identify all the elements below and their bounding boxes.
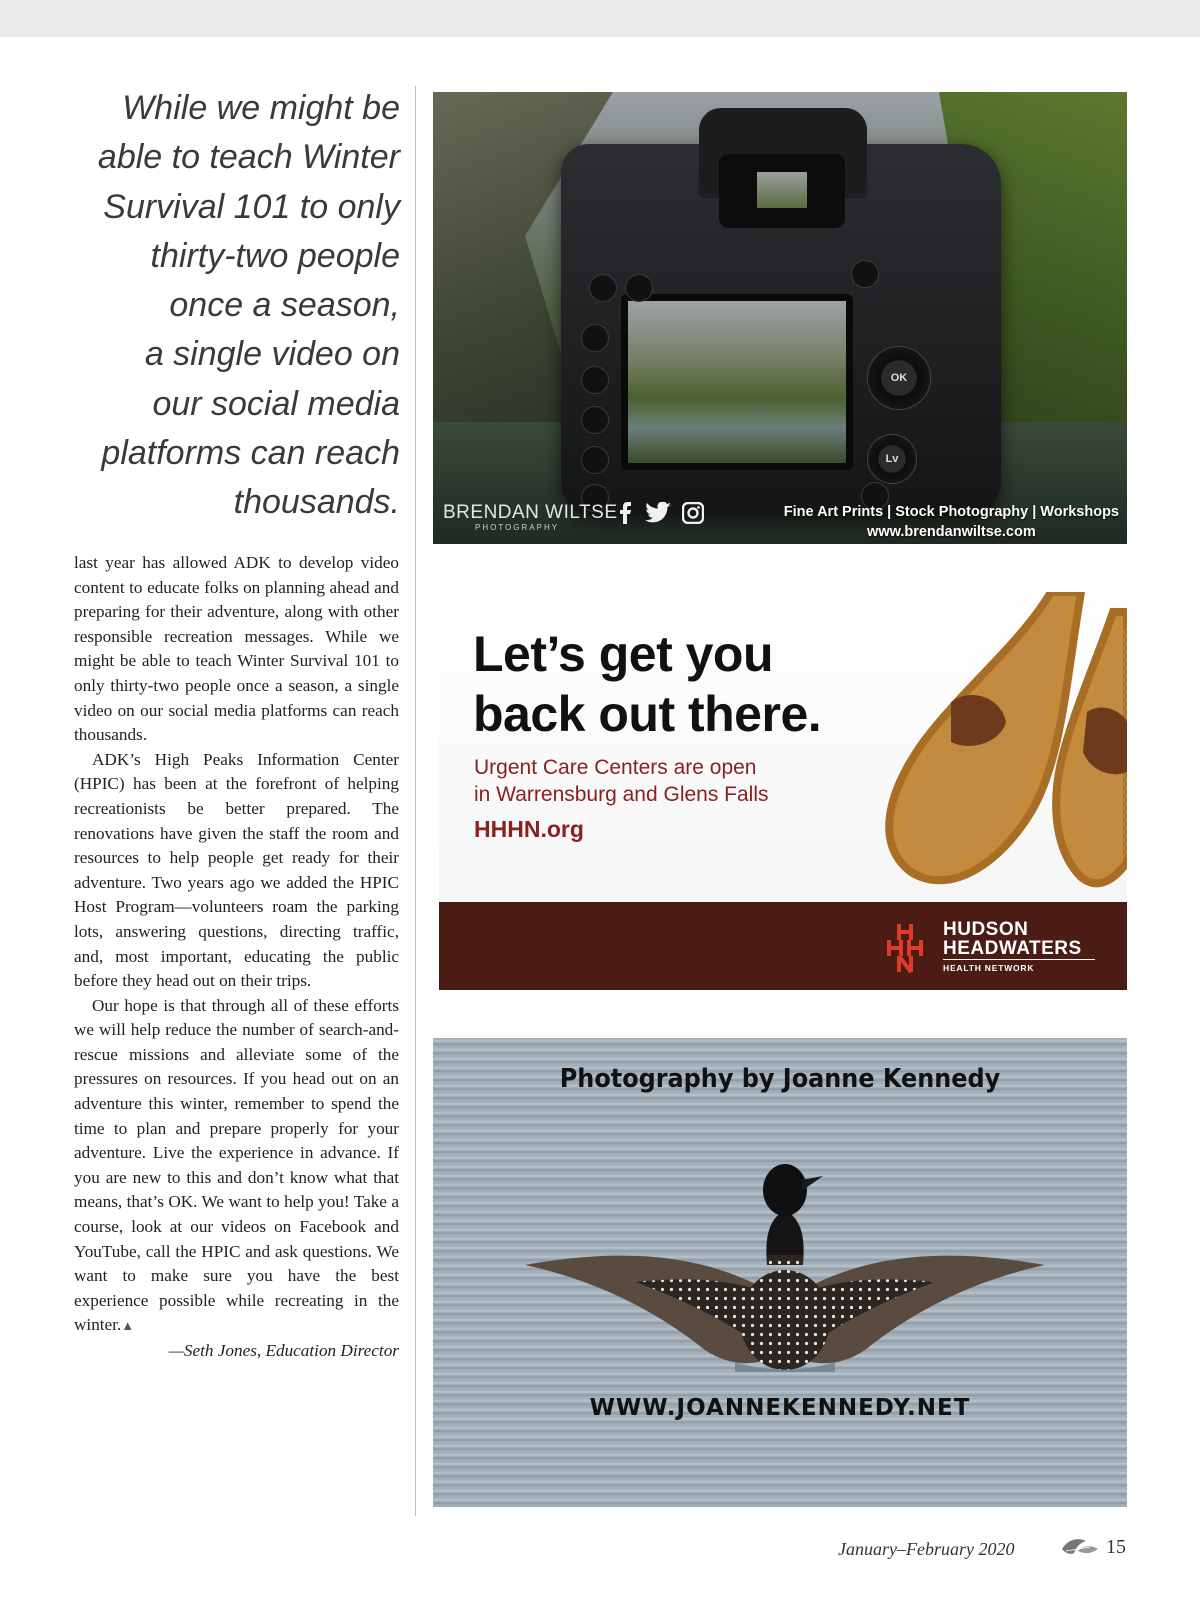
camera-lv-dial [867,434,917,484]
column-divider [415,86,416,1516]
pull-quote-line: platforms can reach [101,434,400,473]
kennedy-url[interactable]: WWW.JOANNEKENNEDY.NET [589,1395,971,1421]
pull-quote-line: thousands. [233,483,400,522]
ad-subhead-line: in Warrensburg and Glens Falls [474,783,769,806]
social-icons [617,502,704,530]
viewfinder-image [757,172,807,208]
end-mark-icon: ▲ [121,1318,135,1334]
kennedy-title: Photography by Joanne Kennedy [559,1064,1001,1094]
ad-brendan-wiltse[interactable] [433,92,1127,544]
article-paragraph: ADK’s High Peaks Information Center (HPIC) has been at the forefront of helping recreationists be better prepared. The renovations have given the staff the room and resources to help people get ready for their adventure. Two years ago we added the HPIC Host Program—volunteers roam the parking lots, answering questions, directing traffic, and, most important, educating the public before they head out on their trips. [74,749,399,991]
ad-subhead-line: Urgent Care Centers are open [474,756,757,779]
wiltse-url[interactable]: www.brendanwiltse.com [867,524,1036,540]
wiltse-tagline: Fine Art Prints | Stock Photography | Workshops [783,504,1119,520]
leaf-ornament-icon [1060,1535,1100,1559]
issue-date: January–February 2020 [838,1539,1015,1559]
byline: —Seth Jones, Education Director [168,1341,399,1360]
screen-image [628,301,846,463]
ad-joanne-kennedy[interactable] [433,1038,1127,1507]
logo-divider [943,959,1095,960]
article-body [74,551,399,1364]
camera-ael-button [851,260,879,288]
loon-image [505,1150,1065,1390]
article-paragraph-text: Our hope is that through all of these efforts we will help reduce the number of search-and-rescue missions and alleviate some of the pressures on resources. If you head out on an adventure this winter, remember to spend the time to plan and prepare properly for your adventure. Live the experience in advance. If you are new to this and don’t know what that means, that’s OK. We want to help you! Take a course, look at our videos on Facebook and YouTube, call the HPIC and ask questions. We want to make sure you have the best experience possible while recreating in the winter. [74,995,399,1335]
camera-screen [621,294,853,470]
camera-image [561,144,1001,516]
brand-name: BRENDAN WILTSE [443,502,618,523]
article-paragraph [74,994,399,1339]
pull-quote [70,84,400,528]
instagram-icon [682,502,704,524]
pull-quote-line: a single video on [144,335,400,374]
camera-menu-button [581,324,609,352]
pull-quote-line: Survival 101 to only [103,187,400,226]
pull-quote-line: able to teach Winter [97,138,400,177]
ad-headline-line: Let’s get you [473,626,774,682]
camera-trash-button [625,274,653,302]
pull-quote-line: our social media [152,384,400,423]
pull-quote-line: thirty-two people [150,236,400,275]
hhhn-url[interactable]: HHHN.org [474,816,584,842]
twitter-icon [645,502,671,524]
logo-health-network: HEALTH NETWORK [943,963,1035,973]
brand-subtitle: PHOTOGRAPHY [475,523,560,532]
wiltse-taglines [784,502,1119,542]
facebook-icon [617,502,633,524]
logo-headwaters: HEADWATERS [943,938,1082,959]
top-bar [0,0,1200,37]
camera-ok-dial [867,346,931,410]
ad-subhead [474,754,769,808]
article-paragraph: last year has allowed ADK to develop video content to educate folks on planning ahead and preparing for their adventure, along with other responsible recreation messages. While we might be able to teach Winter Survival 101 to only thirty-two people once a season, a single video on our social media platforms can reach thousands. [74,553,399,745]
ad-headline [473,624,821,744]
ad-hudson-headwaters[interactable] [439,592,1127,990]
lv-label: Lv [885,453,899,465]
pull-quote-line: While we might be [122,89,400,127]
logo-hudson: HUDSON [943,919,1029,940]
ok-label: OK [890,372,908,384]
camera-iso-button [581,446,609,474]
snowshoes-image [851,592,1127,902]
page-number: 15 [1106,1536,1126,1558]
ad-headline-line: back out there. [473,686,822,742]
hudson-headwaters-logo-icon [885,922,933,974]
camera-qual-button [581,406,609,434]
pull-quote-line: once a season, [169,286,400,325]
camera-wb-button [581,366,609,394]
camera-play-button [589,274,617,302]
viewfinder [719,154,845,228]
